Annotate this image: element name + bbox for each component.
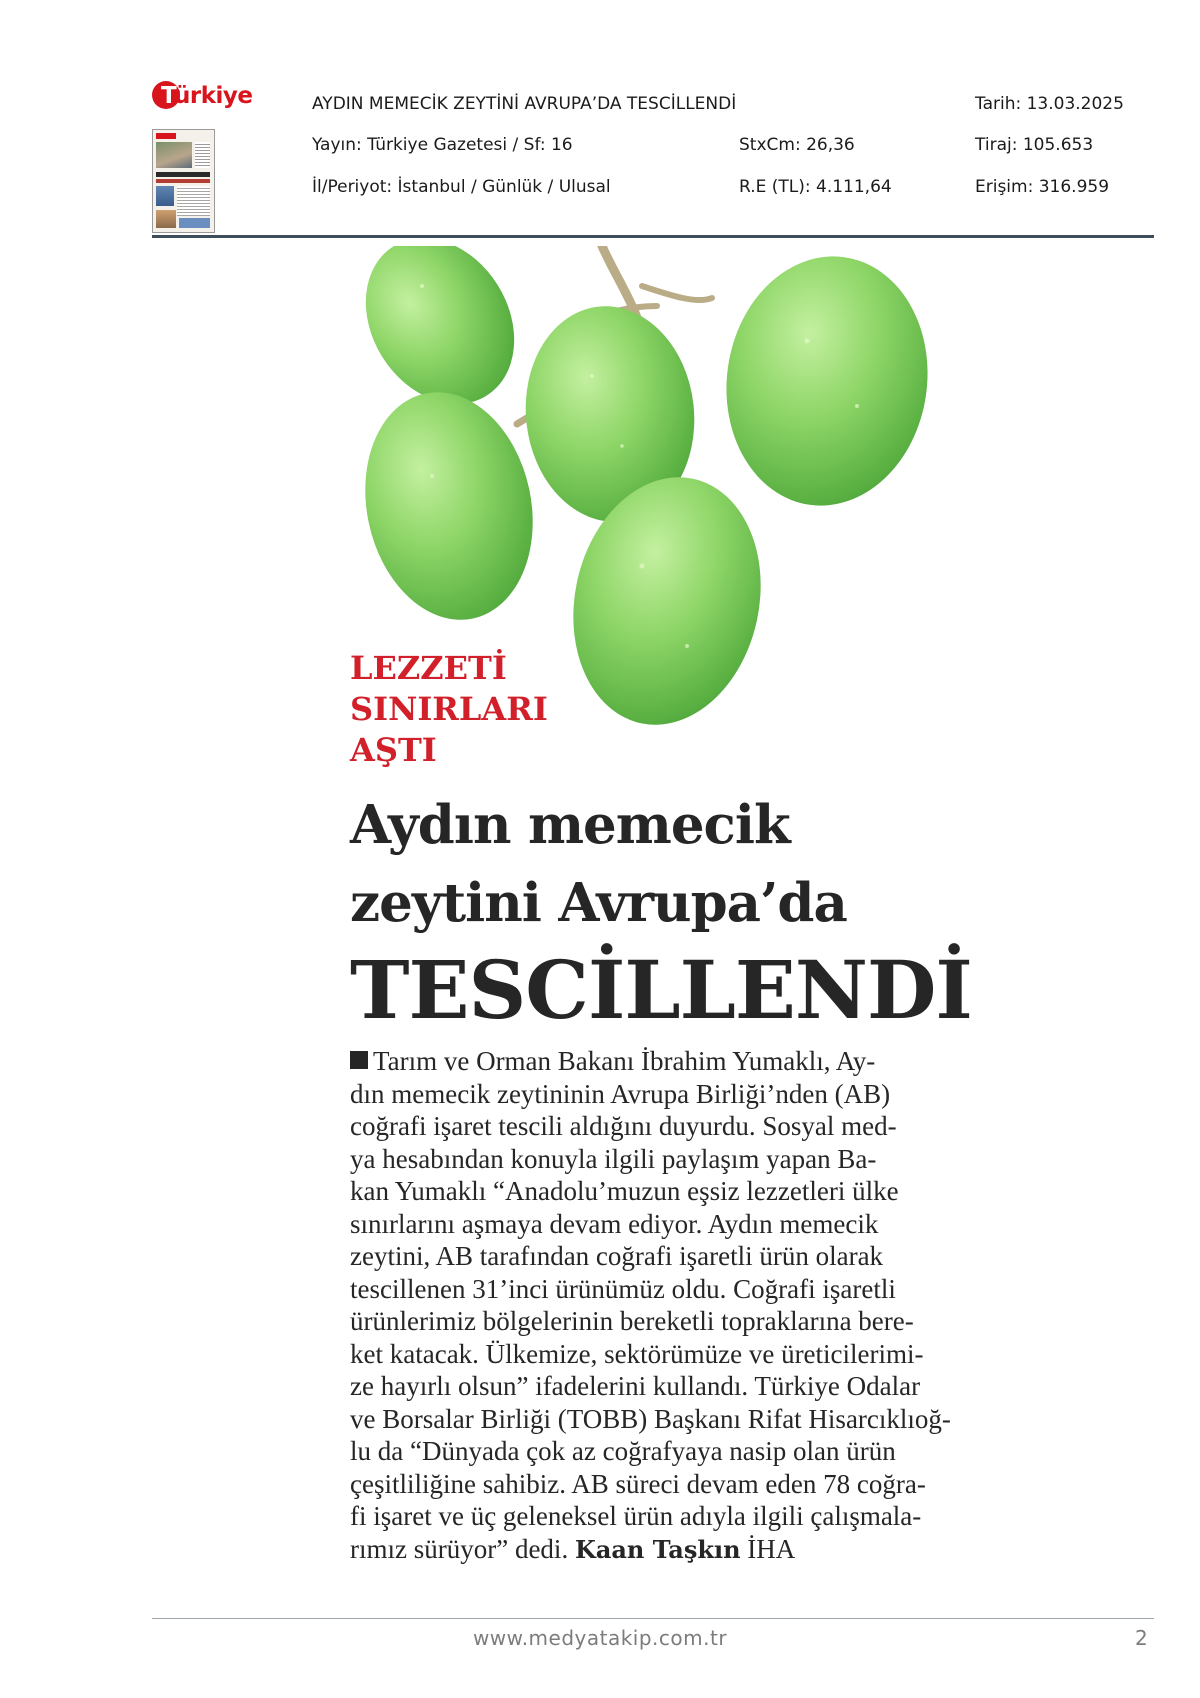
headline-line-large: TESCİLLENDİ [350,943,972,1037]
body-line: sınırlarını aşmaya devam ediyor. Aydın memecik [350,1208,879,1239]
publication-logo [152,80,262,114]
body-line: ürünlerimiz bölgelerinin bereketli topraklarına bere- [350,1306,914,1336]
clipping-date: Tarih: 13.03.2025 [975,94,1124,114]
body-line: tescillenen 31’inci ürünümüz oldu. Coğrafi işaretli [350,1273,896,1304]
body-line: çeşitliliğine sahibiz. AB süreci devam eden 78 coğra- [350,1468,926,1499]
headline-line: zeytini Avrupa’da [350,872,847,934]
byline-agency: İHA [747,1533,796,1564]
footer-website[interactable]: www.medyatakip.com.tr [472,1626,728,1650]
clipping-title: AYDIN MEMECİK ZEYTİNİ AVRUPA’DA TESCİLLENDİ [312,94,737,114]
ad-equivalent-value: R.E (TL): 4.111,64 [739,177,892,197]
logo-wordmark: Türkiye [161,83,253,109]
stxcm-value: StxCm: 26,36 [739,135,855,155]
body-line: ze hayırlı olsun” ifadelerini kullandı. Türkiye Odalar [350,1371,921,1401]
kicker-line: LEZZETİ [350,649,507,687]
body-line: zeytini, AB tarafından coğrafi işaretli ürün olarak [350,1241,884,1271]
article-body [350,1045,951,1566]
body-line: dın memecik zeytininin Avrupa Birliği’nden (AB) [350,1078,891,1109]
body-line: fi işaret ve üç geleneksel ürün adıyla ilgili çalışmala- [350,1501,922,1531]
body-line: coğrafi işaret tescili aldığını duyurdu. Sosyal med- [350,1111,897,1141]
region-period: İl/Periyot: İstanbul / Günlük / Ulusal [312,177,611,197]
reach-value: Erişim: 316.959 [975,177,1110,197]
newspaper-page-thumbnail [152,129,215,233]
article-headline [350,786,972,1036]
header-divider [152,235,1154,238]
kicker-line: AŞTI [350,731,437,769]
paragraph-square-icon [350,1051,368,1069]
kicker-line: SINIRLARI [350,690,548,728]
footer-divider [152,1618,1154,1619]
body-line: Tarım ve Orman Bakanı İbrahim Yumaklı, Ay- [350,1045,942,1078]
body-line: kan Yumaklı “Anadolu’muzun eşsiz lezzetleri ülke [350,1176,899,1206]
body-line: ya hesabından konuyla ilgili paylaşım yapan Ba- [350,1143,877,1174]
circulation-value: Tiraj: 105.653 [975,135,1094,155]
headline-line: Aydın memecik [350,794,790,856]
page-number: 2 [1135,1626,1148,1650]
body-line: ket katacak. Ülkemize, sektörümüze ve üreticilerimi- [350,1338,924,1369]
body-line-last: rımız sürüyor” dedi. Kaan Taşkın İHA [350,1533,796,1564]
body-line: ve Borsalar Birliği (TOBB) Başkanı Rifat Hisarcıklıoğ- [350,1403,951,1434]
byline-author: Kaan Taşkın [574,1534,741,1564]
publication-info: Yayın: Türkiye Gazetesi / Sf: 16 [312,135,573,155]
body-line: lu da “Dünyada çok az coğrafyaya nasip olan ürün [350,1436,896,1466]
article-kicker [350,648,548,771]
